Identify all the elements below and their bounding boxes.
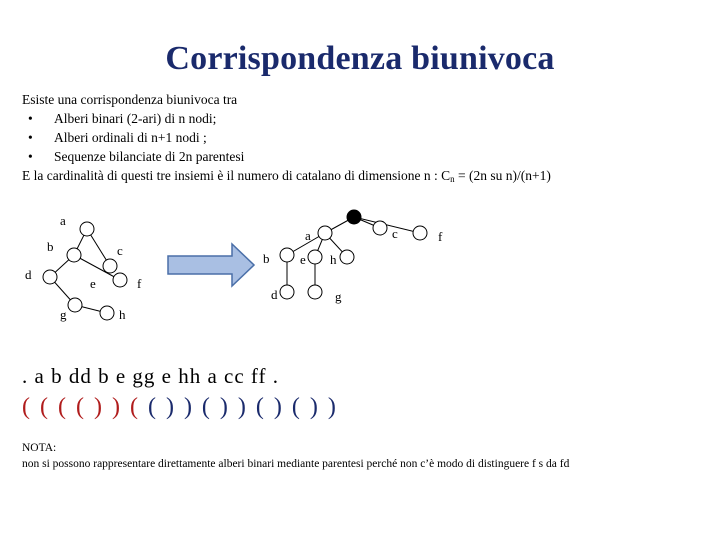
tree-node-g [68, 298, 82, 312]
tree-node-d [43, 270, 57, 284]
node-label: e [90, 276, 96, 291]
bullet-item [22, 128, 712, 147]
tree-node-a [80, 222, 94, 236]
tree-node-e [308, 250, 322, 264]
tree-node-h [100, 306, 114, 320]
bullet-icon: • [28, 149, 33, 164]
parentheses-sequence [22, 394, 338, 421]
tree-node-c [103, 259, 117, 273]
bullet-text: Sequenze bilanciate di 2n parentesi [54, 149, 245, 164]
arrow-right-icon [168, 244, 254, 286]
node-label: f [438, 229, 443, 244]
tree-node-b [280, 248, 294, 262]
cardinality-line [22, 166, 712, 189]
tree-diagrams [0, 200, 720, 330]
node-label: h [119, 307, 126, 322]
note-block [22, 440, 712, 472]
node-sequence: . a b dd b e gg e hh a cc ff . [22, 364, 280, 388]
bullet-text: Alberi binari (2-ari) di n nodi; [54, 111, 217, 126]
tree-node-e [113, 273, 127, 287]
node-label: c [117, 243, 123, 258]
node-label: f [137, 276, 142, 291]
node-label: c [392, 226, 398, 241]
tree-node-d [280, 285, 294, 299]
parentheses-group: ( ) ) ( ) ) ( ) ( ) ) [147, 394, 338, 420]
node-label: g [60, 307, 67, 322]
node-label: d [25, 267, 32, 282]
node-label: g [335, 289, 342, 304]
node-label: a [60, 213, 66, 228]
parentheses-group: ( ) ) ( [75, 394, 148, 420]
node-label: a [305, 228, 311, 243]
node-label: e [300, 252, 306, 267]
tree-node-h [340, 250, 354, 264]
cardinality-subscript: n [450, 174, 455, 184]
bullet-icon: • [28, 130, 33, 145]
page-title: Corrispondenza biunivoca [165, 40, 555, 77]
bullet-item [22, 147, 712, 166]
tree-node-g [308, 285, 322, 299]
node-label: h [330, 252, 337, 267]
cardinality-suffix: = (2n su n)/(n+1) [454, 168, 551, 183]
tree-node-c [373, 221, 387, 235]
bullet-icon: • [28, 111, 33, 126]
tree-node-a [318, 226, 332, 240]
intro-text [22, 90, 712, 189]
node-label: b [263, 251, 270, 266]
bullet-item [22, 109, 712, 128]
note-heading: NOTA: [22, 442, 57, 454]
node-label: b [47, 239, 54, 254]
intro-line: Esiste una corrispondenza biunivoca tra [22, 92, 238, 107]
node-label: d [271, 287, 278, 302]
cardinality-prefix: E la cardinalità di questi tre insiemi è il numero di catalano di dimensione n : C [22, 168, 451, 183]
parentheses-group: ( ( ( [22, 394, 76, 420]
bullet-text: Alberi ordinali di n+1 nodi ; [54, 130, 207, 145]
note-text: non si possono rappresentare direttamente alberi binari mediante parentesi perché non c’è modo di distinguere f s da fd [22, 458, 570, 470]
tree-node-f [413, 226, 427, 240]
tree-root-node [347, 210, 361, 224]
tree-node-b [67, 248, 81, 262]
binary-tree [43, 222, 127, 320]
